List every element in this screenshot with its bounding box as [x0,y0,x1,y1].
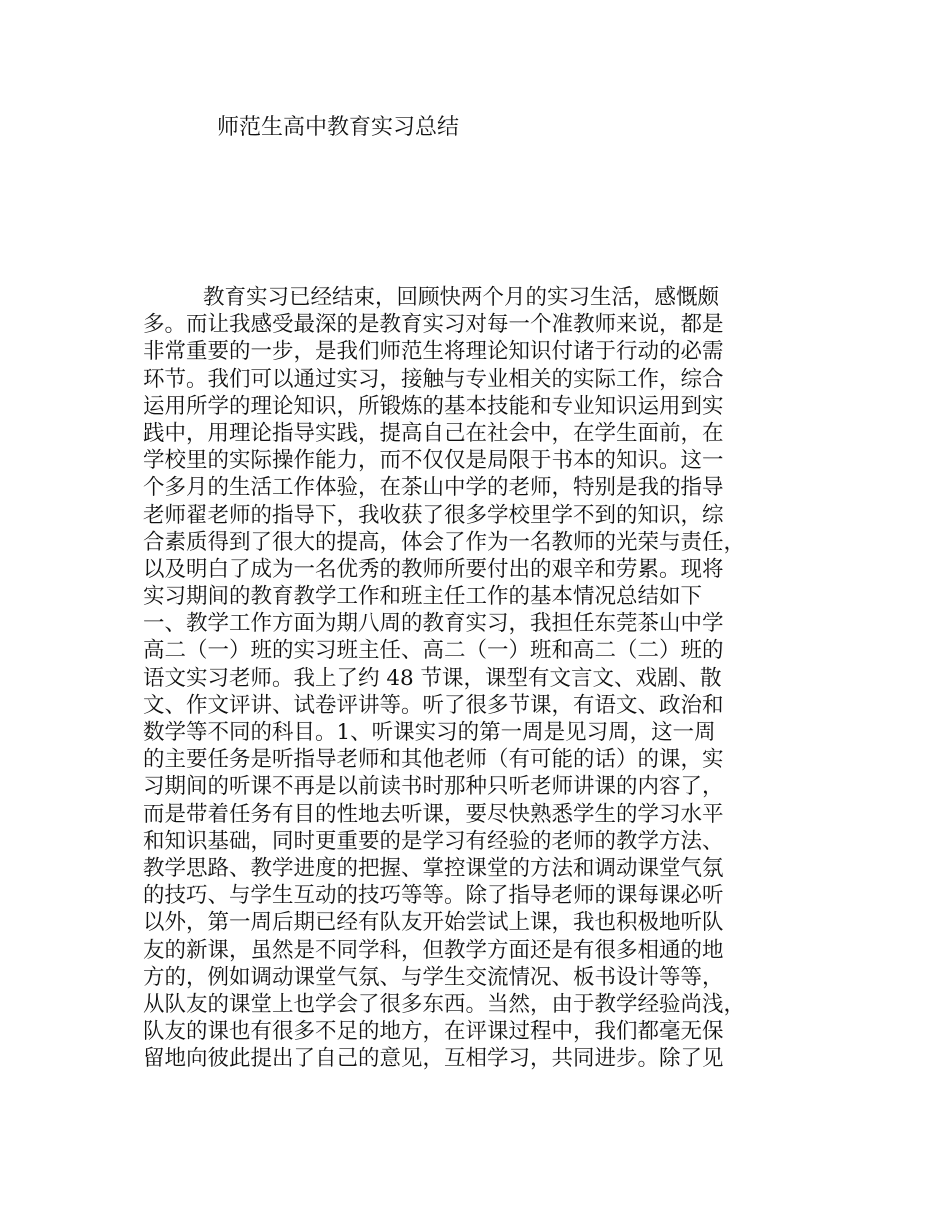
body-line: 队友的课也有很多不足的地方，在评课过程中，我们都毫无保 [143,1019,724,1045]
body-line: 老师翟老师的指导下，我收获了很多学校里学不到的知识，综 [143,502,724,528]
body-line: 友的新课，虽然是不同学科，但教学方面还是有很多相通的地 [143,937,724,963]
body-line: 个多月的生活工作体验，在茶山中学的老师，特别是我的指导 [143,475,724,501]
body-line: 运用所学的理论知识，所锻炼的基本技能和专业知识运用到实 [143,393,724,419]
body-line: 非常重要的一步，是我们师范生将理论知识付诸于行动的必需 [143,339,724,365]
body-line: 的技巧、与学生互动的技巧等等。除了指导老师的课每课必听 [143,883,724,909]
body-line: 语文实习老师。我上了约 48 节课，课型有文言文、戏剧、散 [143,665,722,691]
body-line: 留地向彼此提出了自己的意见，互相学习，共同进步。除了见 [143,1046,724,1072]
body-line: 高二（一）班的实习班主任、高二（一）班和高二（二）班的 [143,638,724,664]
body-line: 以外，第一周后期已经有队友开始尝试上课，我也积极地听队 [143,910,724,936]
body-line: 多。而让我感受最深的是教育实习对每一个准教师来说，都是 [143,312,724,338]
body-line: 而是带着任务有目的性地去听课，要尽快熟悉学生的学习水平 [143,801,724,827]
document-title: 师范生高中教育实习总结 [217,115,460,140]
body-line: 环节。我们可以通过实习，接触与专业相关的实际工作，综合 [143,366,724,392]
body-line: 教学思路、教学进度的把握、掌控课堂的方法和调动课堂气氛 [143,855,724,881]
body-line: 数学等不同的科目。1、听课实习的第一周是见习周，这一周 [143,720,716,745]
body-line: 从队友的课堂上也学会了很多东西。当然，由于教学经验尚浅， [143,991,746,1017]
body-line: 实习期间的教育教学工作和班主任工作的基本情况总结如下 [143,584,703,610]
body-line: 方的，例如调动课堂气氛、与学生交流情况、板书设计等等， [143,964,724,990]
body-line: 教育实习已经结束，回顾快两个月的实习生活，感慨颇 [203,285,720,310]
body-line: 和知识基础，同时更重要的是学习有经验的老师的教学方法、 [143,828,724,854]
body-line: 一、教学工作方面为期八周的教育实习，我担任东莞茶山中学 [143,611,724,637]
body-line: 文、作文评讲、试卷评讲等。听了很多节课，有语文、政治和 [143,692,724,718]
body-line: 学校里的实际操作能力，而不仅仅是局限于书本的知识。这一 [143,448,724,474]
body-line: 的主要任务是听指导老师和其他老师（有可能的话）的课，实 [143,747,724,773]
body-line: 以及明白了成为一名优秀的教师所要付出的艰辛和劳累。现将 [143,556,724,582]
body-line: 习期间的听课不再是以前读书时那种只听老师讲课的内容了， [143,774,724,800]
body-line: 合素质得到了很大的提高，体会了作为一名教师的光荣与责任， [143,529,746,555]
body-line: 践中，用理论指导实践，提高自己在社会中，在学生面前，在 [143,420,724,446]
document-body [143,284,823,1072]
